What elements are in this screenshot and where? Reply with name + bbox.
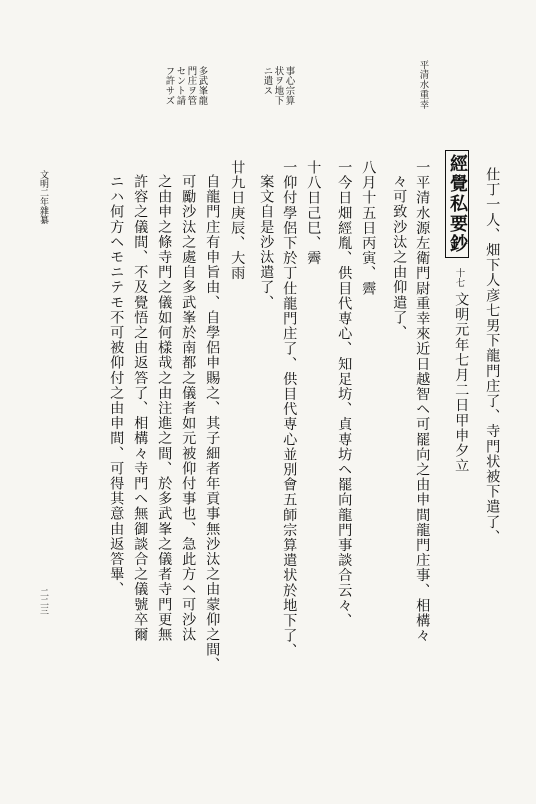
header-note: 状ヲ地下 xyxy=(272,66,284,106)
body-line: 之由申之條寺門之儀如何樣哉之由注進之間、於多武峯之儀者寺門更無 xyxy=(156,174,173,643)
header-note: 平清水重幸 xyxy=(417,60,429,110)
body-line: 々可致沙汰之由仰遣了、 xyxy=(391,174,408,341)
entry-number: 十七 xyxy=(453,268,465,288)
header-note: 事心宗算 xyxy=(283,66,295,106)
source-title: 經覺私要鈔 xyxy=(445,150,469,258)
body-line: 廿九日庚辰、大雨 xyxy=(229,160,246,281)
body-line: 許容之儀間、不及覺悟之由返答了、相構々寺門ヘ無御談合之儀號卒爾 xyxy=(132,174,149,643)
header-note: ニ遣ス xyxy=(261,66,273,96)
body-line: 自龍門庄有申旨由、自學侶申賜之、其子細者年貢事無沙汰之由蒙仰之間、 xyxy=(204,174,221,673)
body-line: 仕丁一人、畑下人彦七男下龍門庄了、寺門状被下遣了、 xyxy=(484,167,501,545)
body-line: 一仰付學侶下於丁仕龍門庄了、供目代専心並別會五師宗算遣状於地下了、 xyxy=(281,160,298,659)
body-line: 八月十五日丙寅、霽 xyxy=(360,160,377,296)
header-note: セント請 xyxy=(174,66,186,106)
running-head: 文明二年雜纂 xyxy=(38,170,48,224)
body-line: ニハ何方ヘモニテモ不可被仰付之由申間、可得其意由返答畢、 xyxy=(108,174,125,597)
page-number: 二二三 xyxy=(38,588,48,615)
body-line: 可勵沙汰之處自多武峯於南都之儀者如元被仰付事也、急此方ヘ可沙汰 xyxy=(180,174,197,643)
header-note: フ許サズ xyxy=(163,66,175,106)
header-note: 多武峯龍 xyxy=(196,66,208,106)
body-line: 一今日畑經胤、供目代専心、知足坊、貞専坊ヘ罷向龍門事談合云々、 xyxy=(336,160,353,629)
header-note: 門庄ヲ管 xyxy=(185,66,197,106)
body-line: 一平清水源左衛門尉重幸來近日越智ヘ可罷向之由申間龍門庄事、相構々 xyxy=(414,160,431,644)
entry-date: 文明元年七月二日甲申夕立 xyxy=(453,292,470,474)
body-line: 案文自是沙汰遣了、 xyxy=(258,174,275,310)
body-line: 十八日己巳、霽 xyxy=(305,160,322,266)
